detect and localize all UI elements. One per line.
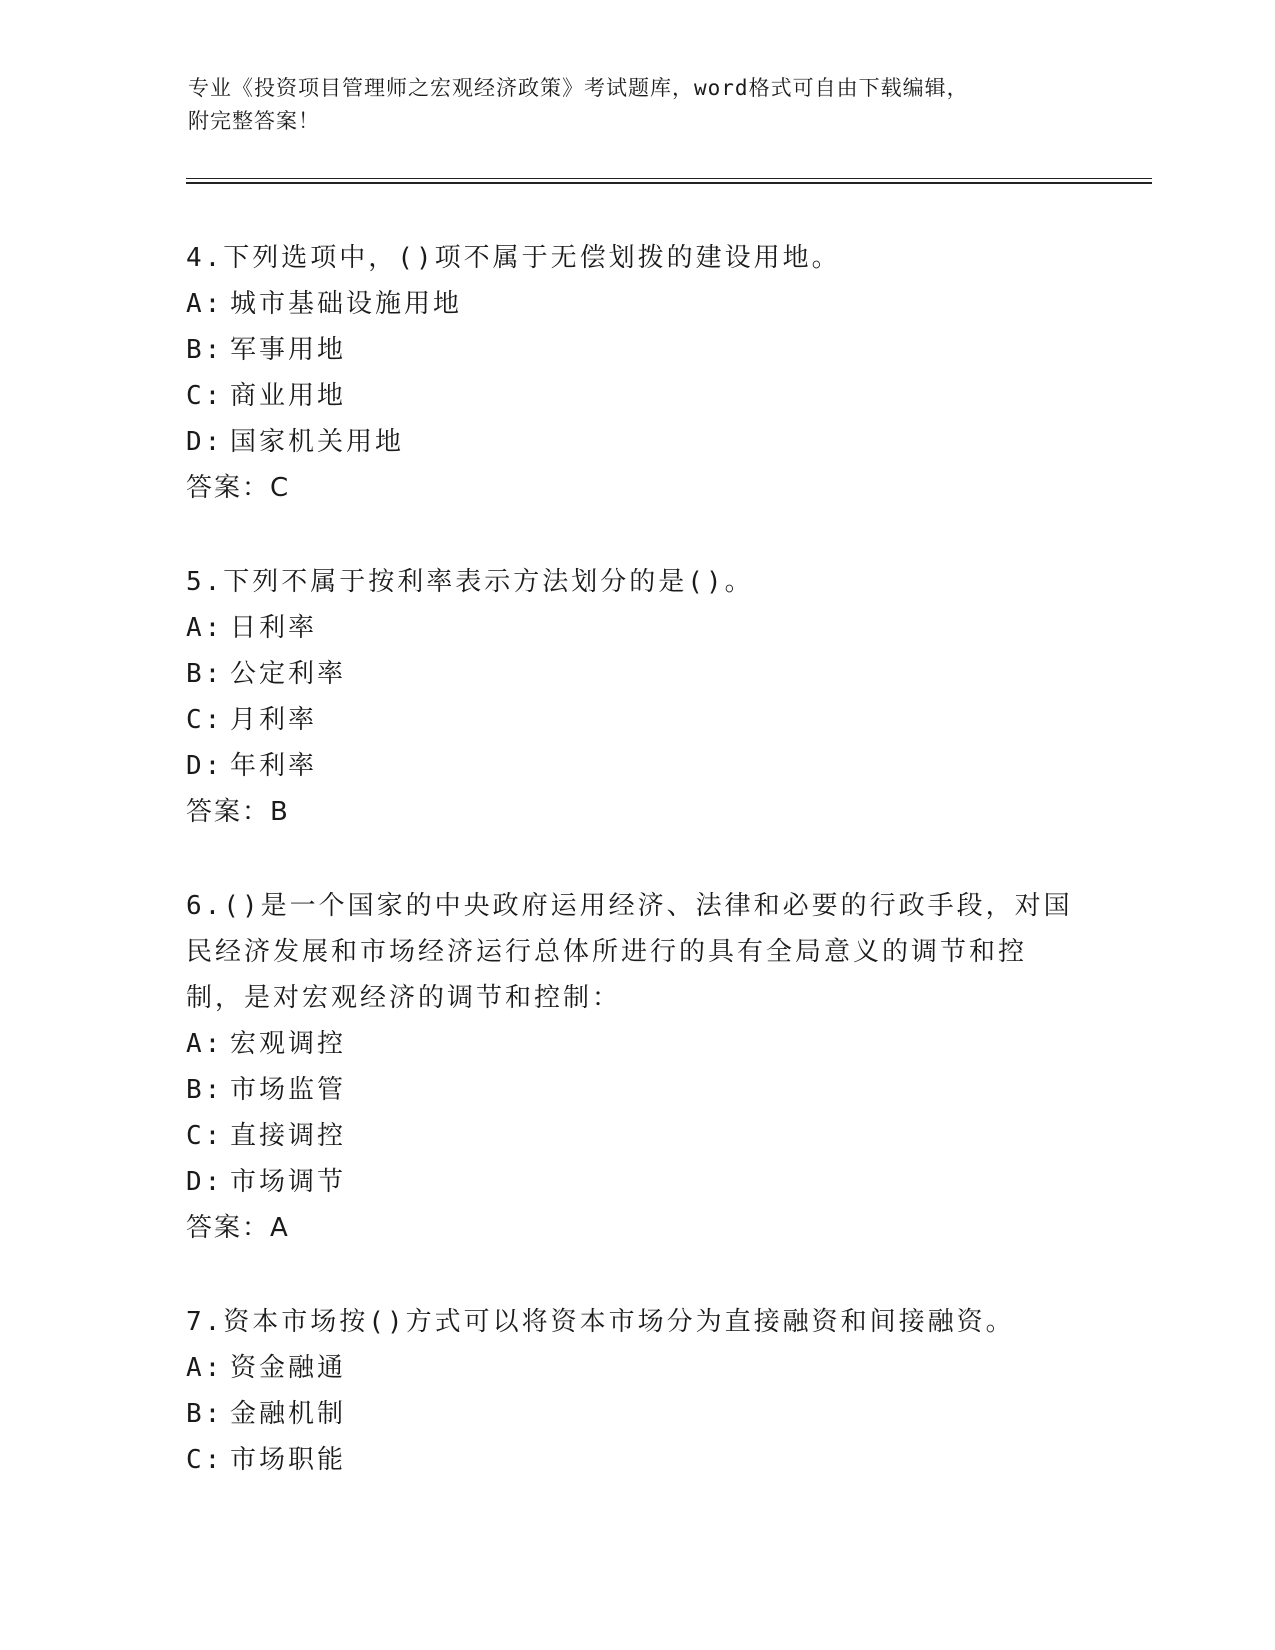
option-c [186,1113,1076,1159]
option-text: 城市基础设施用地 [230,289,463,319]
answer-line: 答案：A [186,1213,290,1243]
option-text: 市场职能 [230,1445,347,1475]
option-letter: C: [186,705,224,735]
option-a [186,1345,1076,1391]
question-5 [186,559,1076,835]
question-6 [186,883,1076,1251]
option-c [186,1437,1076,1483]
question-7 [186,1299,1076,1483]
option-d [186,743,1076,789]
option-letter: A: [186,1353,224,1383]
header-line-1: 专业《投资项目管理师之宏观经济政策》考试题库，word格式可自由下载编辑， [188,76,969,100]
option-letter: C: [186,1121,224,1151]
option-letter: C: [186,381,224,411]
question-stem: 4.下列选项中，()项不属于无偿划拨的建设用地。 [186,243,841,273]
option-text: 直接调控 [230,1121,347,1151]
option-text: 资金融通 [230,1353,347,1383]
question-4 [186,235,1076,511]
question-stem: 5.下列不属于按利率表示方法划分的是()。 [186,567,754,597]
option-c [186,373,1076,419]
question-stem: 7.资本市场按()方式可以将资本市场分为直接融资和间接融资。 [186,1307,1015,1337]
option-text: 日利率 [230,613,318,643]
question-stem: 6.()是一个国家的中央政府运用经济、法律和必要的行政手段，对国民经济发展和市场经济运行总体所进行的具有全局意义的调节和控制，是对宏观经济的调节和控制： [186,891,1073,1013]
option-text: 公定利率 [230,659,347,689]
option-text: 年利率 [230,751,318,781]
answer-line: 答案：C [186,473,291,503]
option-text: 金融机制 [230,1399,347,1429]
option-b [186,327,1076,373]
option-letter: B: [186,1075,224,1105]
option-b [186,651,1076,697]
option-letter: A: [186,1029,224,1059]
option-text: 月利率 [230,705,318,735]
option-text: 商业用地 [230,381,347,411]
option-text: 国家机关用地 [230,427,405,457]
option-a [186,281,1076,327]
option-d [186,1159,1076,1205]
option-letter: A: [186,289,224,319]
option-text: 宏观调控 [230,1029,347,1059]
option-a [186,1021,1076,1067]
question-list [186,235,1076,1531]
option-text: 市场调节 [230,1167,347,1197]
answer-line: 答案：B [186,797,290,827]
option-letter: B: [186,659,224,689]
option-a [186,605,1076,651]
option-letter: B: [186,1399,224,1429]
option-text: 军事用地 [230,335,347,365]
option-letter: B: [186,335,224,365]
option-letter: D: [186,1167,224,1197]
option-text: 市场监管 [230,1075,347,1105]
header-divider [186,178,1152,184]
option-b [186,1067,1076,1113]
option-letter: C: [186,1445,224,1475]
option-letter: D: [186,427,224,457]
document-header [188,72,1068,138]
header-line-2: 附完整答案！ [188,109,320,133]
option-letter: D: [186,751,224,781]
option-letter: A: [186,613,224,643]
option-d [186,419,1076,465]
option-c [186,697,1076,743]
option-b [186,1391,1076,1437]
